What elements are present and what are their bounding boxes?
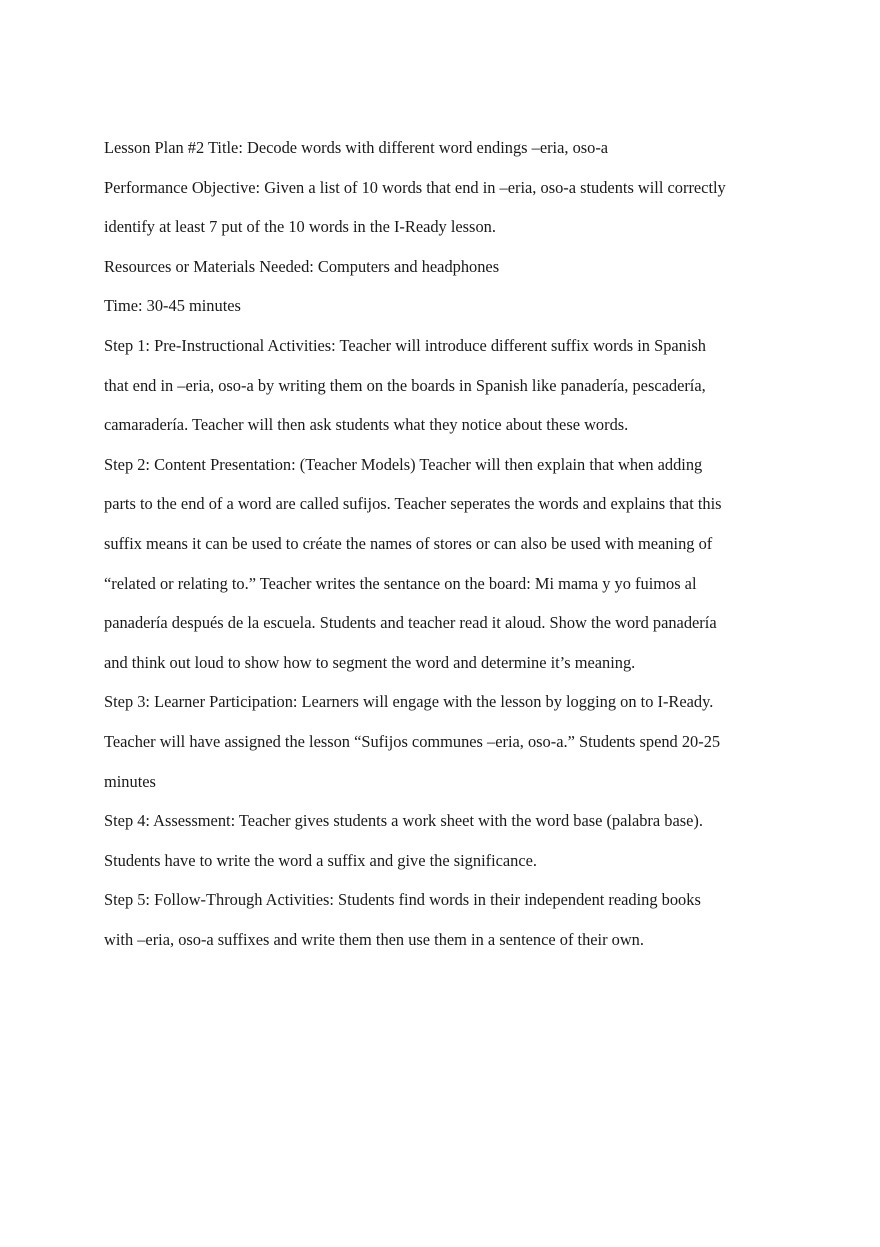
step-2-line-2: parts to the end of a word are called sufijos. Teacher seperates the words and explains that this	[104, 494, 722, 514]
resources-materials: Resources or Materials Needed: Computers and headphones	[104, 256, 500, 276]
step-4-line-2: Students have to write the word a suffix and give the significance.	[104, 850, 538, 870]
step-2-line-5: panadería después de la escuela. Students and teacher read it aloud. Show the word panadería	[104, 613, 717, 633]
lesson-plan-title: Lesson Plan #2 Title: Decode words with different word endings –eria, oso-a	[104, 138, 609, 157]
step-5-line-1: Step 5: Follow-Through Activities: Students find words in their independent reading books	[104, 890, 701, 910]
step-3-line-2: Teacher will have assigned the lesson “Sufijos communes –eria, oso-a.” Students spend 20-25	[104, 731, 721, 751]
step-2-line-4: “related or relating to.” Teacher writes the sentance on the board: Mi mama y yo fuimos al	[104, 573, 697, 593]
step-2-line-1: Step 2: Content Presentation: (Teacher Models) Teacher will then explain that when adding	[104, 454, 703, 474]
lesson-plan-body	[104, 128, 784, 959]
performance-objective-line-1: Performance Objective: Given a list of 10 words that end in –eria, oso-a students will correctly	[104, 177, 726, 197]
performance-objective-line-2: identify at least 7 put of the 10 words in the I-Ready lesson.	[104, 217, 496, 237]
step-1-line-2: that end in –eria, oso-a by writing them on the boards in Spanish like panadería, pescadería,	[104, 375, 706, 395]
step-4-line-1: Step 4: Assessment: Teacher gives students a work sheet with the word base (palabra base).	[104, 811, 703, 831]
step-1-line-3: camaradería. Teacher will then ask students what they notice about these words.	[104, 415, 629, 435]
step-5-line-2: with –eria, oso-a suffixes and write them then use them in a sentence of their own.	[104, 929, 644, 949]
step-2-line-6: and think out loud to show how to segment the word and determine it’s meaning.	[104, 652, 636, 672]
time-allotment: Time: 30-45 minutes	[104, 296, 241, 316]
step-2-line-3: suffix means it can be used to créate the names of stores or can also be used with meaning of	[104, 533, 713, 553]
step-3-line-1: Step 3: Learner Participation: Learners will engage with the lesson by logging on to I-Ready.	[104, 692, 714, 712]
step-3-line-3: minutes	[104, 771, 156, 791]
step-1-line-1: Step 1: Pre-Instructional Activities: Teacher will introduce different suffix words in Spanish	[104, 335, 707, 355]
